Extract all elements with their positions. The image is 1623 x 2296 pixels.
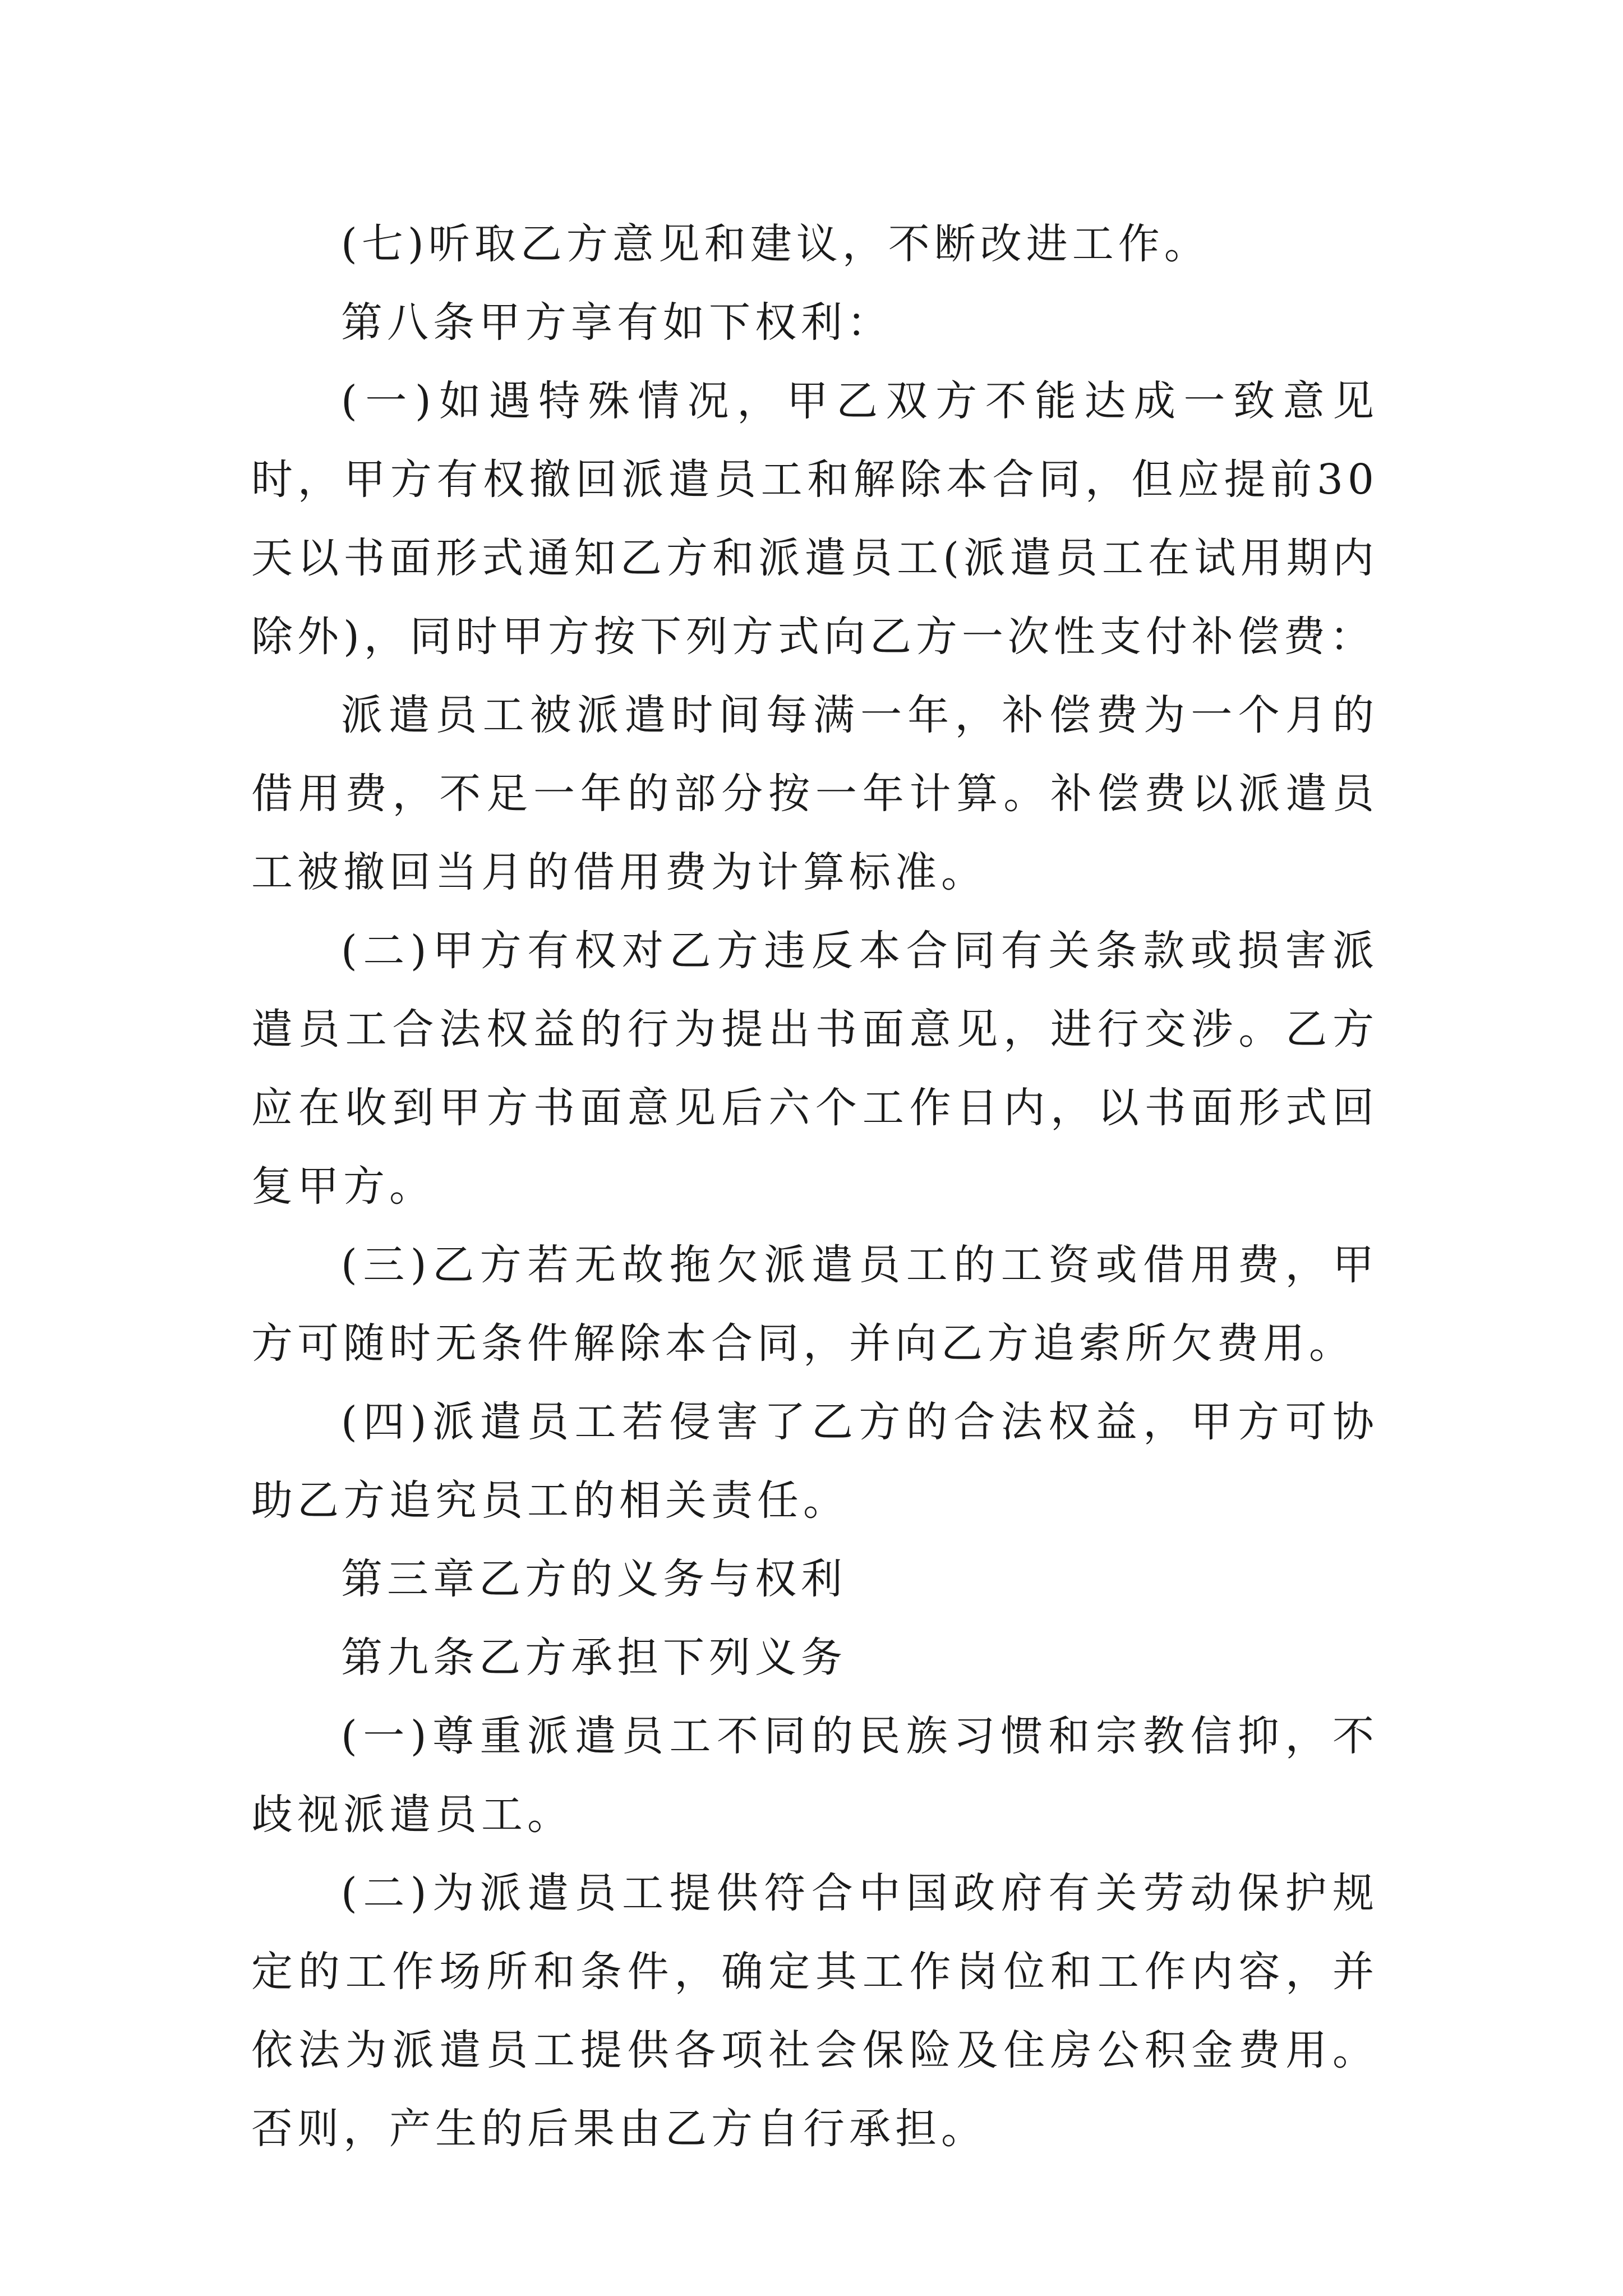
chapter-3-heading: 第三章乙方的义务与权利 xyxy=(341,1555,847,1603)
paragraph-article-8-item-1: (一)如遇特殊情况，甲乙双方不能达成一致意见时，甲方有权撤回派遣员工和解除本合同，但应提前30天以书面形式通知乙方和派遣员工(派遣员工在试用期内除外)，同时甲方按下列方式向乙方一次性支付补偿费： xyxy=(251,377,1378,661)
document-body xyxy=(251,205,1378,2168)
article-9-heading: 第九条乙方承担下列义务 xyxy=(341,1634,847,1682)
paragraph-article-9-item-1: (一)尊重派遣员工不同的民族习惯和宗教信抑，不歧视派遣员工。 xyxy=(251,1712,1378,1839)
paragraph-item-7-listen: (七)听取乙方意见和建议，不断改进工作。 xyxy=(341,220,1210,268)
paragraph-article-8-item-4: (四)派遣员工若侵害了乙方的合法权益，甲方可协助乙方追究员工的相关责任。 xyxy=(251,1398,1378,1525)
paragraph-article-8-item-2: (二)甲方有权对乙方违反本合同有关条款或损害派遣员工合法权益的行为提出书面意见，进行交涉。乙方应在收到甲方书面意见后六个工作日内，以书面形式回复甲方。 xyxy=(251,927,1378,1211)
article-8-heading: 第八条甲方享有如下权利： xyxy=(341,298,893,347)
paragraph-compensation-rule: 派遣员工被派遣时间每满一年，补偿费为一个月的借用费，不足一年的部分按一年计算。补偿费以派遣员工被撤回当月的借用费为计算标准。 xyxy=(251,691,1378,896)
paragraph-article-9-item-2: (二)为派遣员工提供符合中国政府有关劳动保护规定的工作场所和条件，确定其工作岗位和工作内容，并依法为派遣员工提供各项社会保险及住房公积金费用。否则，产生的后果由乙方自行承担。 xyxy=(251,1869,1378,2153)
paragraph-article-8-item-3: (三)乙方若无故拖欠派遣员工的工资或借用费，甲方可随时无条件解除本合同，并向乙方追索所欠费用。 xyxy=(251,1241,1378,1368)
